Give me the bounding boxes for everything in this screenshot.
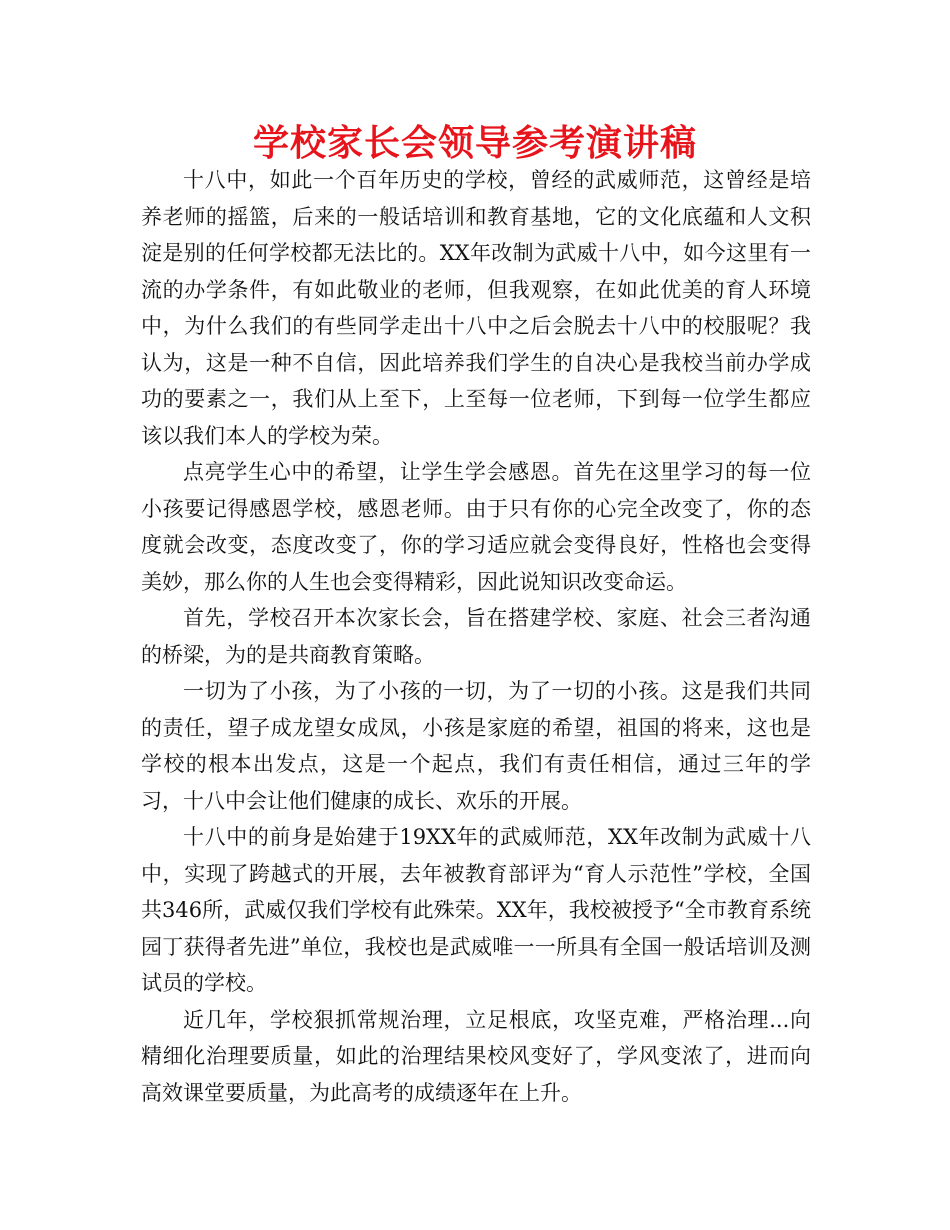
paragraph-6: 近几年，学校狠抓常规治理，立足根底，攻坚克难，严格治理...向精细化治理要质量，如此的治理结果校风变好了，学风变浓了，进而向高效课堂要质量，为此高考的成绩逐年在上升。 — [141, 1007, 811, 1105]
document-body — [141, 162, 811, 1111]
paragraph-3: 首先，学校召开本次家长会，旨在搭建学校、家庭、社会三者沟通的桥梁，为的是共商教育策略。 — [141, 606, 811, 667]
paragraph-1: 十八中，如此一个百年历史的学校，曾经的武威师范，这曾经是培养老师的摇篮，后来的一般话培训和教育基地，它的文化底蕴和人文积淀是别的任何学校都无法比的。XX年改制为武威十八中，如今这里有一流的办学条件，有如此敬业的老师，但我观察，在如此优美的育人环境中，为什么我们的有些同学走出十八中之后会脱去十八中的校服呢？我认为，这是一种不自信，因此培养我们学生的自决心是我校当前办学成功的要素之一，我们从上至下，上至每一位老师，下到每一位学生都应该以我们本人的学校为荣。 — [141, 168, 811, 448]
paragraph-5: 十八中的前身是始建于19XX年的武威师范，XX年改制为武威十八中，实现了跨越式的开展，去年被教育部评为“育人示范性”学校，全国共346所，武威仅我们学校有此殊荣。XX年，我校被授予“全市教育系统园丁获得者先进”单位，我校也是武威唯一一所具有全国一般话培训及测试员的学校。 — [141, 825, 811, 995]
document-title: 学校家长会领导参考演讲稿 — [252, 123, 697, 164]
paragraph-2: 点亮学生心中的希望，让学生学会感恩。首先在这里学习的每一位小孩要记得感恩学校，感恩老师。由于只有你的心完全改变了，你的态度就会改变，态度改变了，你的学习适应就会变得良好，性格也会变得美妙，那么你的人生也会变得精彩，因此说知识改变命运。 — [141, 460, 811, 594]
paragraph-4: 一切为了小孩，为了小孩的一切，为了一切的小孩。这是我们共同的责任，望子成龙望女成凤，小孩是家庭的希望，祖国的将来，这也是学校的根本出发点，这是一个起点，我们有责任相信，通过三年的学习，十八中会让他们健康的成长、欢乐的开展。 — [141, 679, 811, 813]
